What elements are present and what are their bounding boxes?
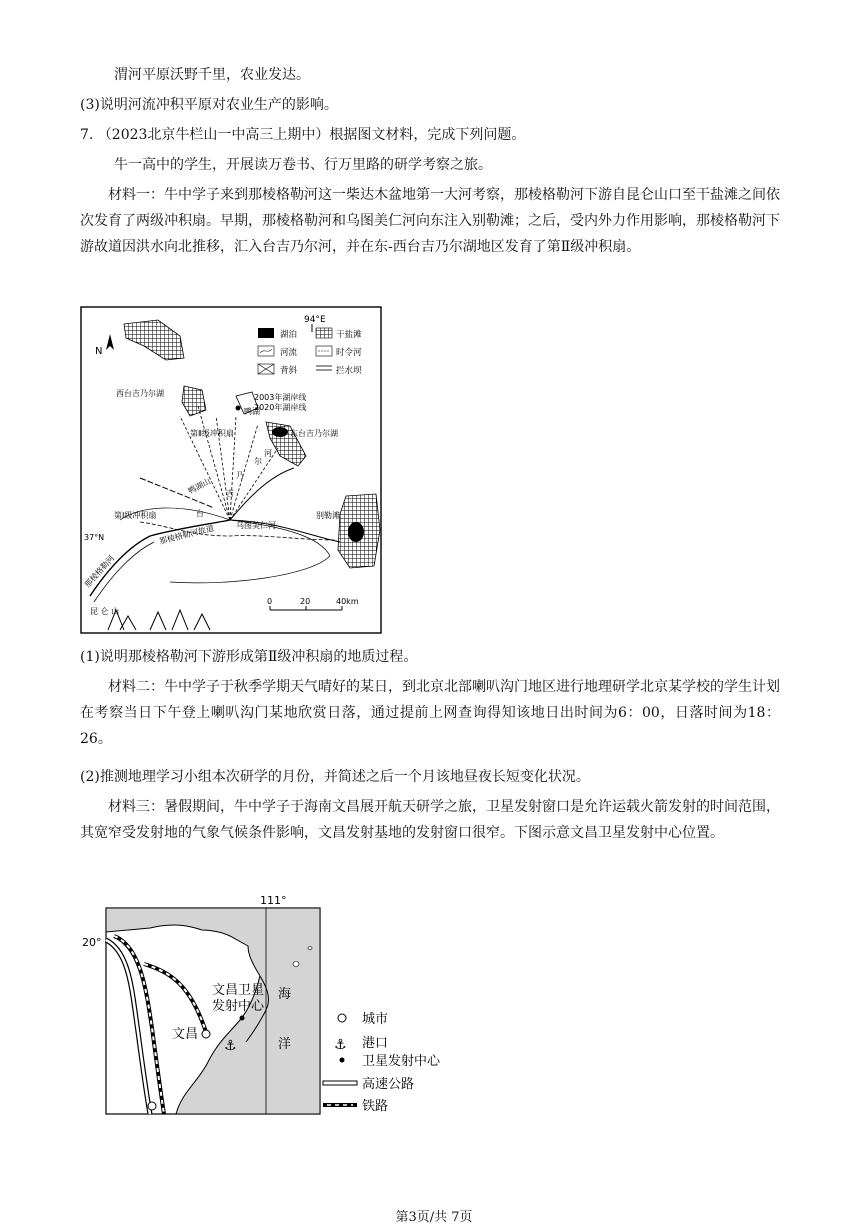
anchor-icon: ⚓ [224, 1038, 237, 1054]
svg-text:111°: 111° [260, 894, 287, 907]
material-3: 材料三：暑假期间，牛中学子于海南文昌展开航天研学之旅，卫星发射窗口是允许运载火箭发射的时间范围，其宽窄受发射地的气象气候条件影响，文昌发射基地的发射窗口很窄。下图示意文昌卫星发射中心位置。 [80, 799, 780, 841]
svg-text:背斜: 背斜 [280, 366, 298, 376]
svg-text:昆 仑 山: 昆 仑 山 [90, 607, 120, 616]
svg-text:文昌卫星: 文昌卫星 [212, 983, 265, 998]
svg-text:第Ⅰ级冲积扇: 第Ⅰ级冲积扇 [114, 511, 157, 520]
svg-text:城市: 城市 [362, 1012, 389, 1027]
sub-question-2: (2)推测地理学习小组本次研学的月份，并简述之后一个月该地昼夜长短变化状况。 [80, 769, 590, 785]
svg-text:河流: 河流 [280, 348, 298, 358]
svg-text:拦水坝: 拦水坝 [336, 366, 362, 376]
svg-text:乌图美仁河: 乌图美仁河 [236, 521, 276, 530]
svg-text:那棱格勒河: 那棱格勒河 [82, 553, 117, 590]
river-fan-map [80, 306, 382, 634]
svg-text:尔: 尔 [254, 457, 262, 466]
svg-text:37°N: 37°N [84, 533, 105, 542]
material-2: 材料二：牛中学子于秋季学期天气晴好的某日，到北京北部喇叭沟门地区进行地理研学北京某学校的学生计划在考察当日下午登上喇叭沟门某地欣赏日落，通过提前上网查询得知该地日出时间为6：00，日落时间为18：26。 [80, 679, 780, 747]
question-7-header: 7. （2023北京牛栏山一中高三上期中）根据图文材料，完成下列问题。 [80, 127, 526, 143]
svg-text:吉: 吉 [226, 489, 234, 498]
svg-text:94°E: 94°E [304, 315, 326, 325]
svg-text:河: 河 [264, 449, 272, 458]
svg-text:台: 台 [196, 509, 204, 518]
question-3: (3)说明河流冲积平原对农业生产的影响。 [80, 97, 338, 113]
material-1: 材料一：牛中学子来到那棱格勒河这一柴达木盆地第一大河考察，那棱格勒河下游自昆仑山口至干盐滩之间依次发育了两级冲积扇。早期，那棱格勒河和乌图美仁河向东注入别勒滩；之后，受内外力作用影响，那棱格勒河下游故道因洪水向北推移，汇入台吉乃尔河，并在东-西台吉乃尔湖地区发育了第Ⅱ级冲积扇。 [80, 187, 780, 255]
svg-text:0: 0 [267, 597, 273, 606]
svg-text:港口: 港口 [362, 1036, 389, 1051]
svg-text:西台吉乃尔湖: 西台吉乃尔湖 [116, 389, 164, 398]
svg-text:卫星发射中心: 卫星发射中心 [362, 1054, 441, 1069]
sub-question-1: (1)说明那棱格勒河下游形成第Ⅱ级冲积扇的地质过程。 [80, 649, 418, 665]
svg-text:东台吉乃尔湖: 东台吉乃尔湖 [290, 429, 338, 438]
svg-text:别勒滩: 别勒滩 [316, 511, 340, 520]
svg-text:2003年湖岸线: 2003年湖岸线 [254, 393, 307, 402]
svg-text:时令河: 时令河 [336, 348, 362, 358]
svg-text:40km: 40km [336, 597, 359, 606]
svg-text:文昌: 文昌 [172, 1027, 199, 1042]
svg-text:20°: 20° [82, 936, 102, 949]
svg-text:第Ⅱ级冲积扇: 第Ⅱ级冲积扇 [190, 429, 234, 438]
svg-text:20: 20 [300, 597, 311, 606]
launch-center-icon [240, 1016, 245, 1021]
svg-text:鸭湖: 鸭湖 [244, 407, 260, 416]
svg-text:铁路: 铁路 [362, 1099, 389, 1114]
svg-text:那棱格勒河故道: 那棱格勒河故道 [158, 523, 215, 546]
svg-text:海: 海 [278, 987, 292, 1002]
svg-text:乃: 乃 [236, 471, 244, 480]
svg-text:⚓: ⚓ [334, 1037, 347, 1053]
wenchang-map [80, 892, 460, 1124]
intro-text: 牛一高中的学生，开展读万卷书、行万里路的研学考察之旅。 [114, 157, 492, 173]
svg-text:N: N [95, 346, 103, 357]
map2-legend [323, 1012, 441, 1114]
page-footer: 第3页/共 7页 [395, 1210, 473, 1225]
city-icon [148, 1102, 156, 1110]
bieletan-lake [348, 522, 364, 542]
svg-text:洋: 洋 [278, 1037, 292, 1052]
city-wenchang-icon [202, 1030, 210, 1038]
svg-text:湖泊: 湖泊 [280, 330, 298, 340]
svg-text:高速公路: 高速公路 [362, 1077, 415, 1092]
svg-text:鸭湖山: 鸭湖山 [186, 476, 213, 496]
text-line: 渭河平原沃野千里，农业发达。 [114, 67, 310, 83]
svg-text:干盐滩: 干盐滩 [336, 330, 362, 340]
east-lake [272, 427, 288, 437]
svg-text:发射中心: 发射中心 [212, 999, 265, 1014]
svg-text:2020年湖岸线: 2020年湖岸线 [254, 403, 307, 412]
